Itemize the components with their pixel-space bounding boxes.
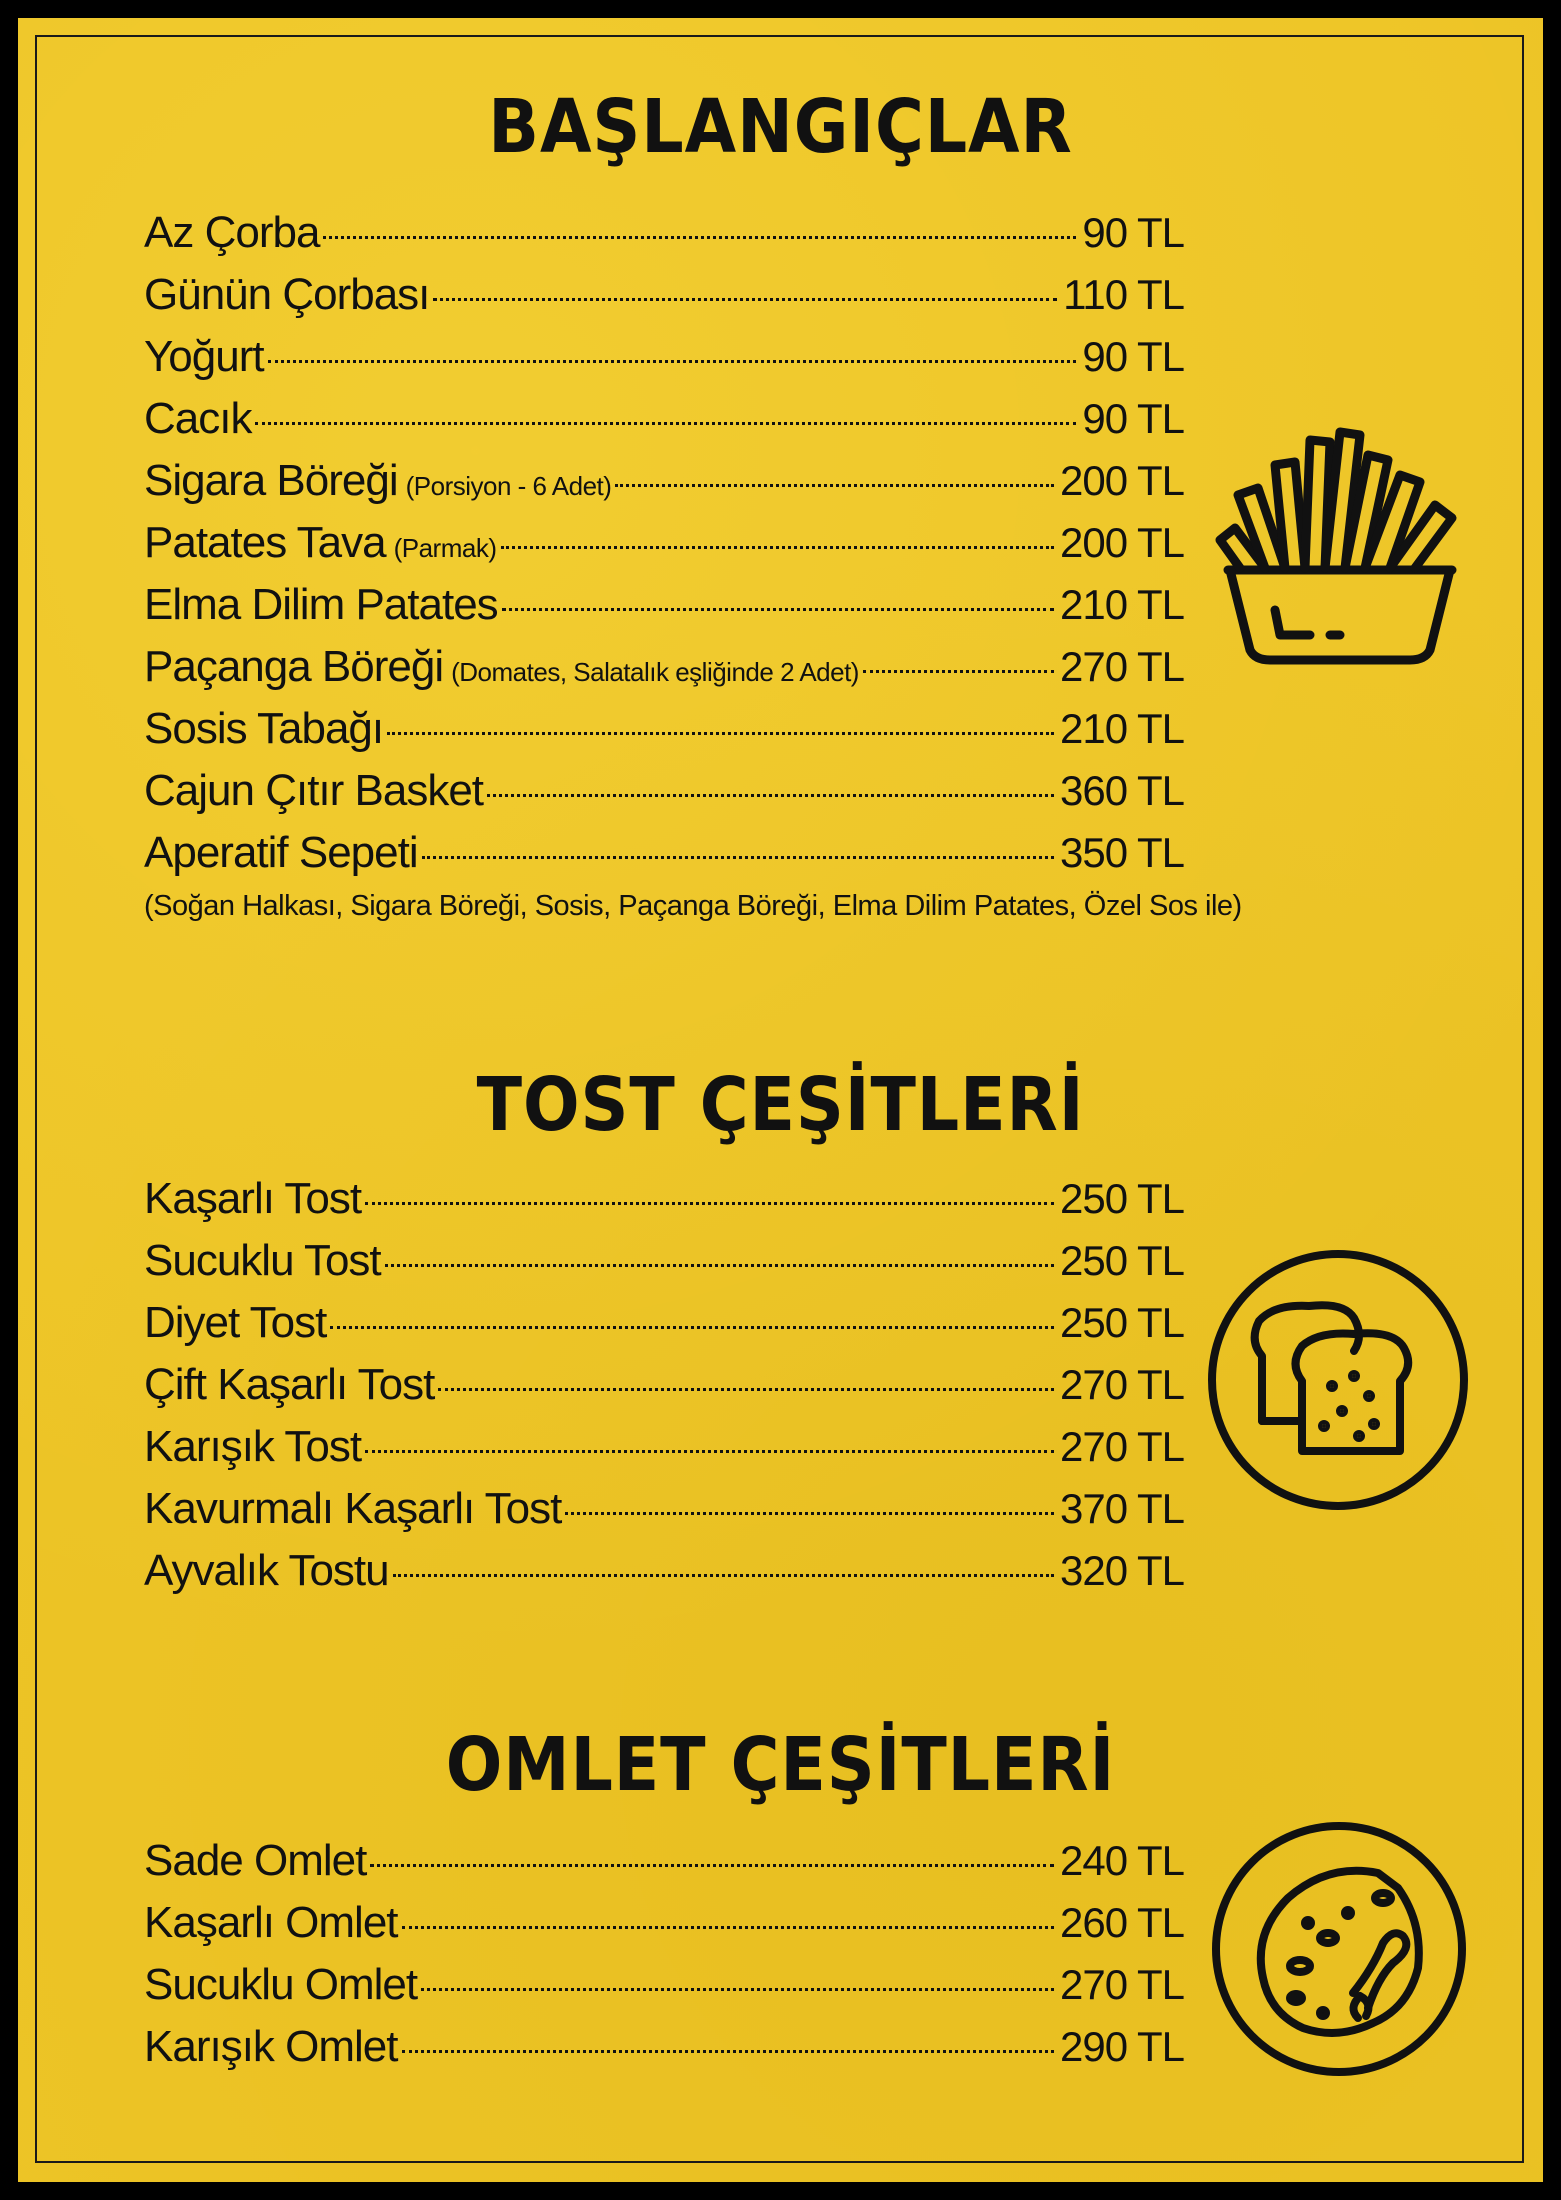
menu-item [144,1960,1184,2022]
menu-item [144,1546,1184,1608]
menu-item [144,2022,1184,2084]
menu-item-price: 90 TL [1082,209,1184,256]
menu-list-tost [144,1174,1184,1608]
dot-leader [365,1202,1054,1205]
menu-item-note: (Parmak) [393,533,497,563]
menu-item-name: Paçanga Böreği [144,642,444,691]
menu-item [144,1836,1184,1898]
menu-item [144,270,1184,332]
french-fries-icon [1200,410,1470,670]
menu-item-price: 200 TL [1060,519,1184,566]
menu-item-price: 210 TL [1060,705,1184,752]
menu-item-name: Çift Kaşarlı Tost [144,1360,435,1409]
dot-leader [615,484,1054,487]
menu-item-price: 290 TL [1060,2023,1184,2070]
menu-item-name: Yoğurt [144,332,264,381]
dot-leader [268,360,1077,363]
menu-item-note: (Domates, Salatalık eşliğinde 2 Adet) [451,657,859,687]
dot-leader [565,1512,1054,1515]
menu-item-name: Sade Omlet [144,1836,367,1885]
menu-item [144,1360,1184,1422]
menu-item-name: Karışık Tost [144,1422,362,1471]
menu-item-price: 90 TL [1082,333,1184,380]
menu-item-name: Ayvalık Tostu [144,1546,389,1595]
section-title-baslangiclar: BAŞLANGIÇLAR [488,84,1073,170]
section-title-omlet: OMLET ÇEŞİTLERİ [445,1722,1116,1808]
menu-item-name: Karışık Omlet [144,2022,398,2071]
dot-leader [501,546,1055,549]
menu-item [144,766,1184,828]
menu-item-price: 260 TL [1060,1899,1184,1946]
menu-item [144,518,1184,580]
menu-item-price: 250 TL [1060,1175,1184,1222]
menu-item-price: 320 TL [1060,1547,1184,1594]
menu-item-name: Sigara Böreği [144,456,398,505]
dot-leader [863,670,1054,673]
menu-page [18,18,1543,2182]
section-title-tost: TOST ÇEŞİTLERİ [476,1062,1085,1148]
menu-item [144,1298,1184,1360]
menu-item-name: Az Çorba [144,208,320,257]
menu-item-name: Cacık [144,394,252,443]
menu-item-price: 250 TL [1060,1237,1184,1284]
menu-item-name: Sucuklu Omlet [144,1960,418,2009]
menu-item-price: 240 TL [1060,1837,1184,1884]
dot-leader [385,1264,1054,1267]
aperatif-sepeti-footnote: (Soğan Halkası, Sigara Böreği, Sosis, Paçanga Böreği, Elma Dilim Patates, Özel Sos ile) [144,890,1242,922]
dot-leader [387,732,1054,735]
menu-item [144,332,1184,394]
menu-item-price: 270 TL [1060,1361,1184,1408]
dot-leader [433,298,1057,301]
menu-item [144,1898,1184,1960]
menu-item-name: Elma Dilim Patates [144,580,498,629]
dot-leader [393,1574,1054,1577]
menu-item [144,642,1184,704]
menu-item-name: Diyet Tost [144,1298,327,1347]
menu-item-price: 110 TL [1063,271,1184,318]
dot-leader [402,1926,1054,1929]
menu-list-omlet [144,1836,1184,2084]
dot-leader [422,856,1054,859]
dot-leader [330,1326,1054,1329]
dot-leader [323,236,1076,239]
menu-item-price: 270 TL [1060,1961,1184,2008]
menu-item [144,456,1184,518]
menu-item-price: 250 TL [1060,1299,1184,1346]
menu-item [144,580,1184,642]
menu-item-name: Sosis Tabağı [144,704,384,753]
menu-item-name: Sucuklu Tost [144,1236,381,1285]
menu-item-price: 90 TL [1082,395,1184,442]
menu-item-name: Kaşarlı Omlet [144,1898,398,1947]
dot-leader [502,608,1054,611]
menu-item [144,394,1184,456]
omelette-icon [1208,1818,1470,2080]
dot-leader [487,794,1054,797]
menu-item-price: 270 TL [1060,1423,1184,1470]
menu-item-name: Cajun Çıtır Basket [144,766,484,815]
menu-item-price: 210 TL [1060,581,1184,628]
dot-leader [365,1450,1054,1453]
menu-item [144,828,1184,890]
menu-item [144,1422,1184,1484]
toast-bread-icon [1204,1246,1472,1514]
menu-item [144,1236,1184,1298]
menu-item-price: 200 TL [1060,457,1184,504]
dot-leader [402,2050,1055,2053]
menu-item-price: 360 TL [1060,767,1184,814]
menu-item [144,208,1184,270]
menu-item-price: 270 TL [1060,643,1184,690]
menu-item-price: 350 TL [1060,829,1184,876]
menu-item-name: Patates Tava [144,518,386,567]
menu-item-name: Günün Çorbası [144,270,430,319]
dot-leader [438,1388,1054,1391]
menu-list-baslangiclar [144,208,1184,890]
menu-item-note: (Porsiyon - 6 Adet) [405,471,612,501]
menu-item [144,1174,1184,1236]
menu-item-price: 370 TL [1060,1485,1184,1532]
dot-leader [255,422,1076,425]
menu-item-name: Aperatif Sepeti [144,828,418,877]
menu-item [144,704,1184,766]
dot-leader [370,1864,1054,1867]
menu-item [144,1484,1184,1546]
menu-item-name: Kaşarlı Tost [144,1174,362,1223]
dot-leader [421,1988,1054,1991]
menu-item-name: Kavurmalı Kaşarlı Tost [144,1484,562,1533]
